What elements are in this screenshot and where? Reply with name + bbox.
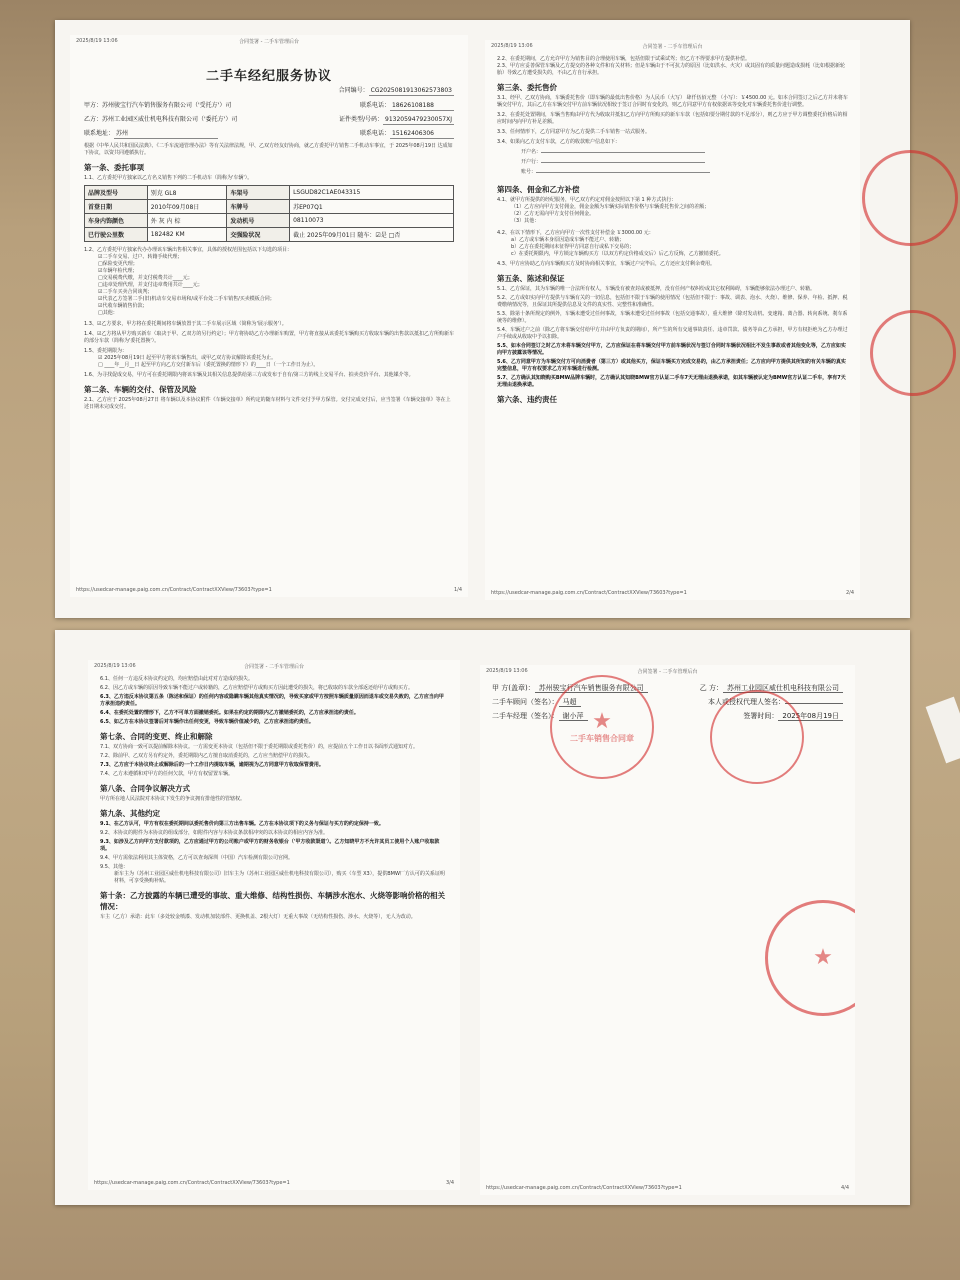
item-4-2: 4.2、在以下情形下，乙方应向甲方一次性支付补偿金 ￥3000.00 元： <box>497 230 654 236</box>
item-7-2: 7.2、除前甲、乙双方另有约定外，委托期限内乙方擅自取消委托的，乙方应当赔偿甲方的损失。 <box>100 753 313 759</box>
section-3: 第三条、委托售价 <box>497 83 557 92</box>
item-4-1-a: （1）乙方应向甲方支付佣金，佣金金额为车辆实际销售价格与车辆委托售价之间的差额； <box>511 204 710 210</box>
item-6-5: 6.5、如乙方在本协议签署后对车辆作出任何变更，导致车辆价值减少的，乙方应承担违约责任。 <box>100 719 314 725</box>
opt-insurance: □保险变更代理； <box>98 261 138 267</box>
item-6-3: 6.3、乙方违反本协议第五条（陈述和保证）的任何内容或隐瞒车辆其他真实情况的，导致买家或甲方按照车辆质量原因而退车或交易失败的，乙方应当向甲方承担违约责任。 <box>100 694 444 707</box>
sign-date: 2025年08月19日 <box>778 712 843 721</box>
item-1-5-c: □ ____年__月__日 起至甲方向乙方交付新车后（委托置换的情形下）的____日（一个工作日为止）。 <box>98 362 319 368</box>
item-7-4: 7.4、乙方未遵循和对甲方的任何欠款，甲方有权留置车辆。 <box>100 771 233 777</box>
page-number: 1/4 <box>453 587 462 593</box>
section-10: 第十条：乙方披露的车辆已遭受的事故、重大维修、结构性损伤、车辆涉水泡水、火烧等影响价格的相关情况： <box>100 891 445 911</box>
seal-stamp <box>862 150 958 246</box>
item-9-2: 9.2、本协议的附件为本协议的组成部分，如附件内容与本协议条款相冲突的以本协议的相应内容为准。 <box>100 830 328 836</box>
seal-stamp <box>710 690 804 784</box>
contract-page-2 <box>485 40 860 600</box>
star-icon: ★ <box>813 945 833 970</box>
plate-label: 车牌号 <box>227 200 290 214</box>
item-8-1: 甲方所在地人民法院对本协议下发生的争议拥有排他性的管辖权。 <box>100 796 246 802</box>
item-7-3: 7.3、乙方应于本协议终止或解除后的一个工作日内提取车辆，逾期视为乙方同意甲方收取保管费用。 <box>100 762 324 768</box>
item-7-1: 7.1、双方协商一致可以提前解除本协议。一方需变更本协议（包括但不限于委托期限或委托售价）的，应提前五个工作日以书面形式通知对方。 <box>100 744 418 750</box>
item-4-1-b: （2）乙方无需向甲方支付任何佣金。 <box>511 211 595 217</box>
km-label: 已行驶公里数 <box>85 228 148 242</box>
item-4-1-c: （3）其他： <box>511 218 540 224</box>
item-3-1: 3.1、经甲、乙双方协商，车辆委托售价（即车辆的最低出售价格）为人民币（大写） 肆仟伍佰元整 （小写）：￥4500.00 元。如本合同签订之后乙方并未将车辆交付甲方，其后乙方在车辆交付甲方前车辆状况相较于签订合同时有变化的，则乙方同意甲方有权依据该等变化对车辆委托售价进行调整。 <box>497 95 848 108</box>
item-1-5: 1.5、委托期限为： <box>84 348 127 354</box>
item-5-4: 5.4、车辆过户之前（除乙方将车辆交付给甲方并由甲方负责的期间），所产生的所有交通事故责任、违章罚款、债务等由乙方承担，甲方有权拒绝为乙方办理过户手续或从收取中予以扣除。 <box>497 327 848 340</box>
bank-label: 开户行： <box>521 159 542 165</box>
insurance: 截止 2025年09月01日 随车：☑是 □否 <box>290 228 454 242</box>
item-5-7: 5.7、乙方确认其知晓购买BMW品牌车辆时，乙方确认其知晓BMW官方认证二手车7天无理由退换承诺，如其车辆被认定为BMW官方认证二手车，享有7天无理由退换承诺。 <box>497 375 846 388</box>
contact-addr: 苏州 <box>114 130 218 139</box>
item-6-4: 6.4、在委托处置的情形下，乙方不可单方面撤销委托。如果在约定的期限内乙方撤销委托的，乙方应承担违约责任。 <box>100 710 359 716</box>
vin-label: 车架号 <box>227 186 290 200</box>
item-5-1: 5.1、乙方保证，其为车辆的唯一合法所有权人，车辆没有被查封或被抵押，没有任何产权纠纷或其它权利障碍，车辆能够依法办理过户、转籍。 <box>497 286 815 292</box>
item-9-1: 9.1、在乙方认可，甲方有权在委托期间以委托售价向第三方出售车辆。乙方在本协议项下的义务与保证与买方的约定保持一致。 <box>100 821 384 827</box>
opt-transfer: ☑二手车交易、过户、转籍手续代理； <box>98 254 183 260</box>
opt-collect: ☑代收车辆销售价款； <box>98 303 148 309</box>
vin: LSGUD82C1AE043315 <box>290 186 454 200</box>
brand: 别克 GL8 <box>147 186 227 200</box>
opt-tax: □交易税费代缴，并支付税费共计____元； <box>98 275 193 281</box>
party-b: 苏州工业园区威仕机电科技有限公司（'委托方'）司 <box>102 116 238 123</box>
account-no-label: 账号： <box>521 169 537 175</box>
opt-other: □其他： <box>98 310 118 316</box>
opt-inspection: ☑车辆年检代理； <box>98 268 138 274</box>
manager: 谢小萍 <box>559 712 588 721</box>
item-3-3: 3.3、任何情形下，乙方同意甲方为乙方提供二手车销售一站式服务。 <box>497 129 650 135</box>
item-4-2-c: c）在委托期限内，甲方锁定车辆购买方（以双方约定价格成交后）后乙方反悔，乙方撤销委托。 <box>511 251 724 257</box>
contract-no-label: 合同编号： <box>338 87 369 94</box>
seal-stamp <box>550 675 654 779</box>
section-8: 第八条、合同争议解决方式 <box>100 784 190 793</box>
item-4-1: 4.1、就甲方所提供的经纪服务，甲乙双方约定对佣金按照以下第 1 种方式执行： <box>497 197 677 203</box>
plate-no: 苏EP07Q1 <box>290 200 454 214</box>
item-4-3: 4.3、甲方应协助乙方向车辆购买方及时协商相关事宜，车辆过户完毕后，乙方还应支付剩余费用。 <box>497 261 715 267</box>
party-b-label: 乙方： <box>84 116 103 123</box>
item-1-5-b: ☑ 2025年08月19日 起至甲方将该车辆售出，或甲乙双方协议解除该委托为止。 <box>98 355 277 361</box>
party-a-sign: 苏州骏宝行汽车销售服务有限公司 <box>535 684 648 693</box>
timestamp: 2025/8/19 13:06 <box>94 663 136 669</box>
intro: 根据《中华人民共和国民法典》、《二手车流通管理办法》等有关法律法规，甲、乙双方经友好协商，就乙方委托甲方销售二手机动车事宜，于 2025年08月19日 达成如下协议，以资共同遵循执行。 <box>84 143 453 156</box>
item-3-2: 3.2、在委托处置期间，车辆当售购由甲方代为收取并抵扣乙方向甲方所购买的新车车款（包括如要分期付款的不足部分），则乙方应于甲方调整委托价格后的相应时间内向甲方补足差额。 <box>497 112 848 125</box>
section-5: 第五条、陈述和保证 <box>497 274 565 283</box>
item-1-1: 1.1、乙方委托甲方独家以乙方名义销售下列的二手机动车（简称为'车辆'）。 <box>84 175 253 181</box>
item-2-3: 2.3、甲方应妥善保管车辆及乙方提交的各种文件和有关材料；但是车辆由于不可抗力的原因（比如洪水、火灾）或其固有的质量问题造成损耗（比如根据新轮胎）导致乙方遭受损失的，不由乙方自行承担。 <box>497 63 845 76</box>
item-9-5: 9.5、其他： <box>100 864 128 870</box>
id-label: 证件类型/号码： <box>339 116 384 123</box>
section-9: 第九条、其他约定 <box>100 809 160 818</box>
advisor-label: 二手车顾问（签名）： <box>492 698 559 706</box>
item-5-2: 5.2、乙方或如实向甲方提供与车辆有关的一切信息，包括但不限于车辆的使用情况（包括但不限于：事故、调表、泡水、火烧）、维修、保养、年检、抵押、税费缴纳情况等，且保证其所提供信息及文件的真实性、完整性和准确性。 <box>497 295 848 308</box>
section-4: 第四条、佣金和乙方补偿 <box>497 185 580 194</box>
section-6: 第六条、违约责任 <box>497 395 557 404</box>
brand-label: 品牌及型号 <box>85 186 148 200</box>
page-number: 2/4 <box>845 590 854 596</box>
contract-page-1 <box>70 35 468 597</box>
id-value: 9132059479230057XJ <box>385 116 452 123</box>
item-1-6: 1.6、为寻找促成交易，甲方可在委托期限内将该车辆及其相关信息提供给第三方或发布于自有/第三方的线上交易平台、拍卖竞价平台、其他媒介等。 <box>84 372 414 378</box>
contract-no: CG2025081913062573803 <box>370 87 452 94</box>
item-2-1: 2.1、乙方应于 2025年08月27日 将车辆以及本协议附件《车辆交接单》所约定的随车材料与文件交付予甲方保管。交付完成交付后，应当签署《车辆交接单》等在上述日期未完成交付。 <box>84 397 451 410</box>
header-title: 合同签署 - 二手车管理后台 <box>244 664 304 670</box>
page-number: 4/4 <box>840 1185 849 1191</box>
party-b-sign-label: 乙 方： <box>699 684 723 692</box>
engine-label: 发动机号 <box>227 214 290 228</box>
reg-date: 2010年09月08日 <box>147 200 227 214</box>
date-label: 签署时间： <box>743 712 779 720</box>
reg-label: 首登日期 <box>85 200 148 214</box>
star-icon: ★ <box>592 708 612 734</box>
timestamp: 2025/8/19 13:06 <box>491 43 533 49</box>
header-title: 合同签署 - 二手车管理后台 <box>642 44 703 50</box>
page-url: https://usedcar-manage.paig.com.cn/Contract/ContractXXView/73603?type=1 <box>94 1180 290 1186</box>
section-2: 第二条、车辆的交付、保管及风险 <box>84 385 197 394</box>
item-1-2: 1.2、乙方委托甲方独家代办办理该车辆出售相关事宜，具体的授权范围包括以下勾选的项目： <box>84 247 292 253</box>
section-7: 第七条、合同的变更、终止和解除 <box>100 732 213 741</box>
vehicle-table <box>84 185 454 242</box>
opt-negotiation: ☑二手车买卖合同谈判； <box>98 289 153 295</box>
item-5-3: 5.3、除第十条所规定的例外，车辆未遭受过任何事故，车辆未遭受过任何事故（包括交通事故），重大维修（除对发动机、变速箱、离合器、转向系统、刹车系统等的维修）。 <box>497 311 848 324</box>
page-url: https://usedcar-manage.paig.com.cn/Contract/ContractXXView/73603?type=1 <box>486 1185 682 1191</box>
stamp-text: 二手车销售合同章 <box>570 733 634 743</box>
item-6-1: 6.1、任何一方违反本协议约定的，均应赔偿由此对对方造成的损失。 <box>100 676 253 682</box>
item-3-4: 3.4、如果向乙方支付车款，乙方的收款账户信息如下： <box>497 139 620 145</box>
insurance-label: 交强险状况 <box>227 228 290 242</box>
manager-label: 二手车经理（签名）： <box>492 712 559 720</box>
item-2-2: 2.2、在委托期间，乙方允许甲方为销售目的合理使用车辆，包括但限于试乘试驾；但乙方不得要求甲方提供补偿。 <box>497 56 750 62</box>
item-1-4: 1.4、☑乙方将从甲方购买新车（取决于甲、乙双方的另行约定）；甲方将协助乙方办理新车购置，甲方将直接从该委托车辆购买方收取车辆的出售款以抵扣乙方所购新车的部分车款（简称为'委托置换'）。 <box>84 331 454 344</box>
timestamp: 2025/8/19 13:06 <box>76 38 118 44</box>
phone-a: 18626108188 <box>390 102 454 111</box>
item-9-3: 9.3、如涉及乙方向甲方支付款项的，乙方应通过甲方的公司账户或甲方的财务收银台（'甲方收款渠道'）。乙方知晓甲方不允许其员工使用个人账户收取款项。 <box>100 839 440 852</box>
color-label: 车身内饰颜色 <box>85 214 148 228</box>
phone-a-label: 联系电话： <box>359 102 390 109</box>
opt-sign: ☑代表乙方签署二手(旧)机动车交易市场和/或平台处二手车销售/买卖模板合同； <box>98 296 275 302</box>
item-1-3: 1.3、☑乙方要求，甲方将在委托期间将车辆放置于其二手车展示区域（简称为'展示服务'）。 <box>84 321 287 327</box>
party-b-sign: 苏州工业园区威仕机电科技有限公司 <box>723 684 843 693</box>
contact-phone: 15162406306 <box>390 130 454 139</box>
contact-label: 联系地址： <box>84 130 115 137</box>
section-1: 第一条、委托事项 <box>84 163 144 172</box>
item-10: 车主（乙方）承诺：此车（多处较金喷漆、发动机加装部件、更换机盖、2根大灯）无重大事故（无结构性损伤、涉水、火烧等），无人为改动。 <box>100 914 416 920</box>
contract-page-3 <box>88 660 460 1190</box>
advisor: 马超 <box>559 698 581 707</box>
item-9-4: 9.4、甲方需依法利用其主体资格，乙方可以查询深圳（中国）汽车检测有限公司官网。 <box>100 855 293 861</box>
seal-stamp <box>870 310 956 396</box>
item-5-6: 5.6、乙方同意甲方为车辆交付方可向消费者（第三方）或其他买方，保证车辆买方完成交易的，由乙方承担责任；乙方应向甲方提供其所知的有关车辆的真实完整信息，甲方有权要求乙方对车辆进行检测。 <box>497 359 846 372</box>
page-url: https://usedcar-manage.paig.com.cn/Contract/ContractXXView/73603?type=1 <box>491 590 687 596</box>
party-a: 苏州骏宝行汽车销售服务有限公司（'受托方'）司 <box>102 102 232 109</box>
page-url: https://usedcar-manage.paig.com.cn/Contract/ContractXXView/73603?type=1 <box>76 587 272 593</box>
header-title: 合同签署 - 二手车管理后台 <box>239 39 299 45</box>
item-5-5: 5.5、如本合同签订之时乙方未将车辆交付甲方，乙方应保证在将车辆交付甲方前车辆状况与签订合同时车辆状况相比不发生事故或者其他变化等，乙方应如实向甲方披露该等情况。 <box>497 343 846 356</box>
item-4-2-a: a）乙方或车辆本身原因造成车辆不能过户、转籍； <box>511 237 625 243</box>
item-6-2: 6.2、因乙方或车辆的原因导致车辆不能过户或转籍的，乙方应赔偿甲方或购买方因此遭受的损失，将已收取的车款全部返还给甲方或购买方。 <box>100 685 413 691</box>
item-4-2-b: b）乙方在委托期间未征得甲方同意自行或私下交易的； <box>511 244 635 250</box>
header-title: 合同签署 - 二手车管理后台 <box>637 669 698 675</box>
seal-stamp <box>765 900 855 1016</box>
item-9-5-text: 新车主为（苏州工业园区威仕机电科技有限公司）旧车主为（苏州工业园区威仕机电科技有限公司），购买（车型 X3），提供BMW厂方认可的关系证明材料，可享受换购补贴。 <box>114 871 445 884</box>
contract-page-4 <box>480 665 855 1195</box>
party-a-sign-label: 甲 方(盖章)： <box>492 684 535 692</box>
auth-label: 本人或授权代理人签名： <box>708 698 785 706</box>
contact-phone-label: 联系电话： <box>359 130 390 137</box>
engine-no: 08110073 <box>290 214 454 228</box>
page-title: 二手车经纪服务协议 <box>205 69 332 84</box>
timestamp: 2025/8/19 13:06 <box>486 668 528 674</box>
page-number: 3/4 <box>445 1180 454 1186</box>
km: 182482 KM <box>147 228 227 242</box>
color: 外 灰 内 棕 <box>147 214 227 228</box>
account-name-label: 开户名： <box>521 149 542 155</box>
opt-violation: □违章处理代理，并支付违章费用共计____元； <box>98 282 203 288</box>
party-a-label: 甲方： <box>84 102 103 109</box>
